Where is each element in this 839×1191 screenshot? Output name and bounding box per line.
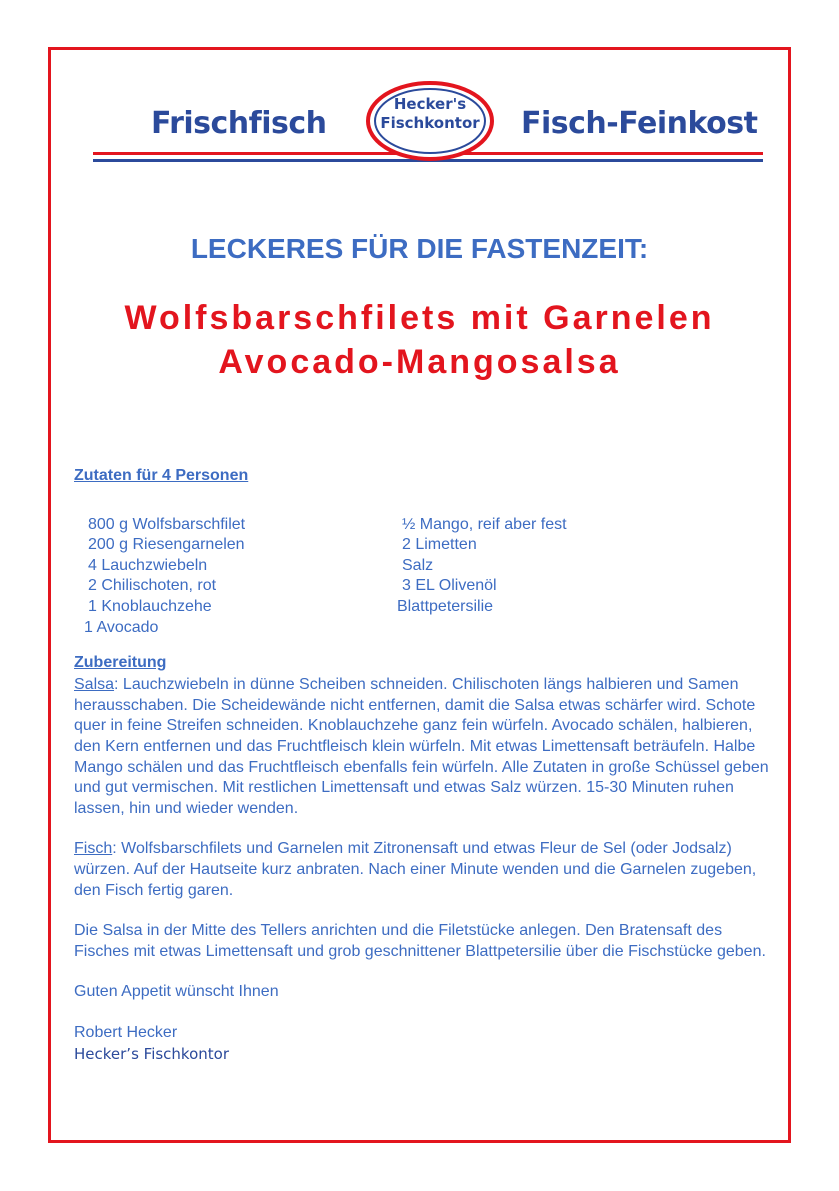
logo-seal-line1: Hecker's xyxy=(393,95,467,113)
fisch-label: Fisch xyxy=(74,840,113,858)
ingredient-item: 1 Knoblauchzehe xyxy=(88,597,212,615)
page-heading: LECKERES FÜR DIE FASTENZEIT: xyxy=(190,233,649,264)
closing-greeting: Guten Appetit wünscht Ihnen xyxy=(74,983,279,1001)
recipe-content xyxy=(74,466,774,1064)
ingredient-item: 1 Avocado xyxy=(84,618,159,636)
ingredients-left-column xyxy=(84,515,246,639)
ingredient-item: 200 g Riesengarnelen xyxy=(88,536,245,554)
recipe-title-line1: Wolfsbarschfilets mit Garnelen xyxy=(124,299,715,337)
fisch-paragraph xyxy=(74,839,774,901)
ingredients-list xyxy=(74,515,774,641)
fisch-text: : Wolfsbarschfilets und Garnelen mit Zitronensaft und etwas Fleur de Sel (oder Jodsalz) würzen. Auf der Hautseite kurz anbraten. Nach einer Minute wenden und die Garnelen zugeben, den Fisch fertig garen. xyxy=(74,840,757,899)
logo-seal-text xyxy=(365,95,495,133)
ingredient-item: Blattpetersilie xyxy=(397,597,494,615)
salsa-label: Salsa xyxy=(74,676,115,694)
recipe-title xyxy=(51,296,788,384)
logo-left-text: Frischfisch xyxy=(151,106,327,141)
recipe-title-line2: Avocado-Mangosalsa xyxy=(218,343,621,381)
ingredient-item: ½ Mango, reif aber fest xyxy=(402,515,567,533)
logo-banner xyxy=(51,80,788,180)
ingredient-item: 4 Lauchzwiebeln xyxy=(88,556,208,574)
closing-name: Robert Hecker xyxy=(74,1023,178,1041)
preparation-title: Zubereitung xyxy=(74,653,167,671)
ingredient-item: 800 g Wolfsbarschfilet xyxy=(88,515,246,533)
salsa-text: : Lauchzwiebeln in dünne Scheiben schneiden. Chilischoten längs halbieren und Samen herausschaben. Die Scheidewände nicht entfernen, damit die Salsa etwas schärfer wird. Schote quer in feine Streifen schneiden. Knoblauchzehe ganz fein würfeln. Avocado schälen, halbieren, den Kern entfernen und das Fruchtfleisch klein würfeln. Mit etwas Limettensaft beträufeln. Halbe Mango schälen und das Fruchtfleisch ebenfalls fein würfeln. Alle Zutaten in große Schüssel geben und gut vermischen. Mit restlichen Limettensaft und etwas Salz würzen. 15-30 Minuten ruhen lassen, hin und wieder wenden. xyxy=(74,676,769,817)
ingredient-item: 2 Limetten xyxy=(402,536,477,554)
logo-seal-line2: Fischkontor xyxy=(380,114,480,132)
page-border xyxy=(48,47,791,1143)
ingredients-title: Zutaten für 4 Personen xyxy=(74,467,249,484)
salsa-paragraph xyxy=(74,675,774,819)
ingredient-item: 2 Chilischoten, rot xyxy=(88,577,217,595)
ingredient-item: 3 EL Olivenöl xyxy=(402,577,497,595)
ingredient-item: Salz xyxy=(402,556,434,574)
closing-company: Hecker’s Fischkontor xyxy=(74,1044,229,1063)
logo-right-text: Fisch-Feinkost xyxy=(521,106,758,141)
serve-paragraph: Die Salsa in der Mitte des Tellers anrichten und die Filetstücke anlegen. Den Bratensaft des Fisches mit etwas Limettensaft und grob geschnittener Blattpetersilie über die Fischstücke geben. xyxy=(74,922,766,960)
ingredients-right-column xyxy=(397,515,567,618)
